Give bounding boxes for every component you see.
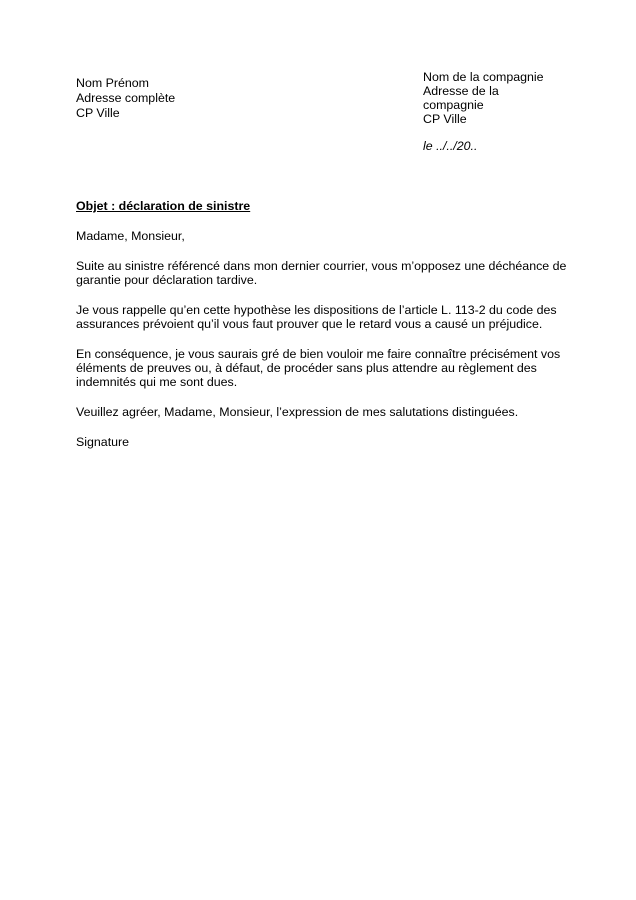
signature-label: Signature: [76, 435, 130, 449]
recipient-address-line-1: Adresse de la: [423, 84, 499, 98]
paragraph-line: Je vous rappelle qu’en cette hypothèse les dispositions de l’article L. 113-2 du code des: [76, 303, 557, 317]
paragraph-line: indemnités qui me sont dues.: [76, 375, 238, 389]
letter-salutation: Madame, Monsieur,: [76, 229, 185, 243]
paragraph-1: [76, 259, 567, 287]
paragraph-line: éléments de preuves ou, à défaut, de procéder sans plus attendre au règlement des: [76, 361, 537, 375]
letter-closing: Veuillez agréer, Madame, Monsieur, l’expression de mes salutations distinguées.: [76, 405, 519, 419]
paragraph-line: garantie pour déclaration tardive.: [76, 273, 258, 287]
letter-body: [76, 199, 567, 449]
sender-address: Adresse complète: [76, 91, 176, 105]
recipient-address-block: [423, 70, 573, 126]
paragraph-line: assurances prévoient qu’il vous faut prouver que le retard vous a causé un préjudice.: [76, 317, 543, 331]
letter-subject: Objet : déclaration de sinistre: [76, 199, 251, 213]
paragraph-line: En conséquence, je vous saurais gré de bien vouloir me faire connaître précisément vos: [76, 347, 561, 361]
recipient-company: Nom de la compagnie: [423, 70, 544, 84]
sender-address-block: [76, 76, 175, 121]
recipient-address-line-2: compagnie: [423, 98, 484, 112]
sender-name: Nom Prénom: [76, 76, 149, 90]
recipient-city: CP Ville: [423, 112, 467, 126]
sender-city: CP Ville: [76, 106, 120, 120]
letter-date: le ../../20..: [423, 139, 478, 153]
paragraph-3: [76, 347, 561, 389]
paragraph-2: [76, 303, 556, 331]
paragraph-line: Suite au sinistre référencé dans mon dernier courrier, vous m’opposez une déchéance de: [76, 259, 567, 273]
